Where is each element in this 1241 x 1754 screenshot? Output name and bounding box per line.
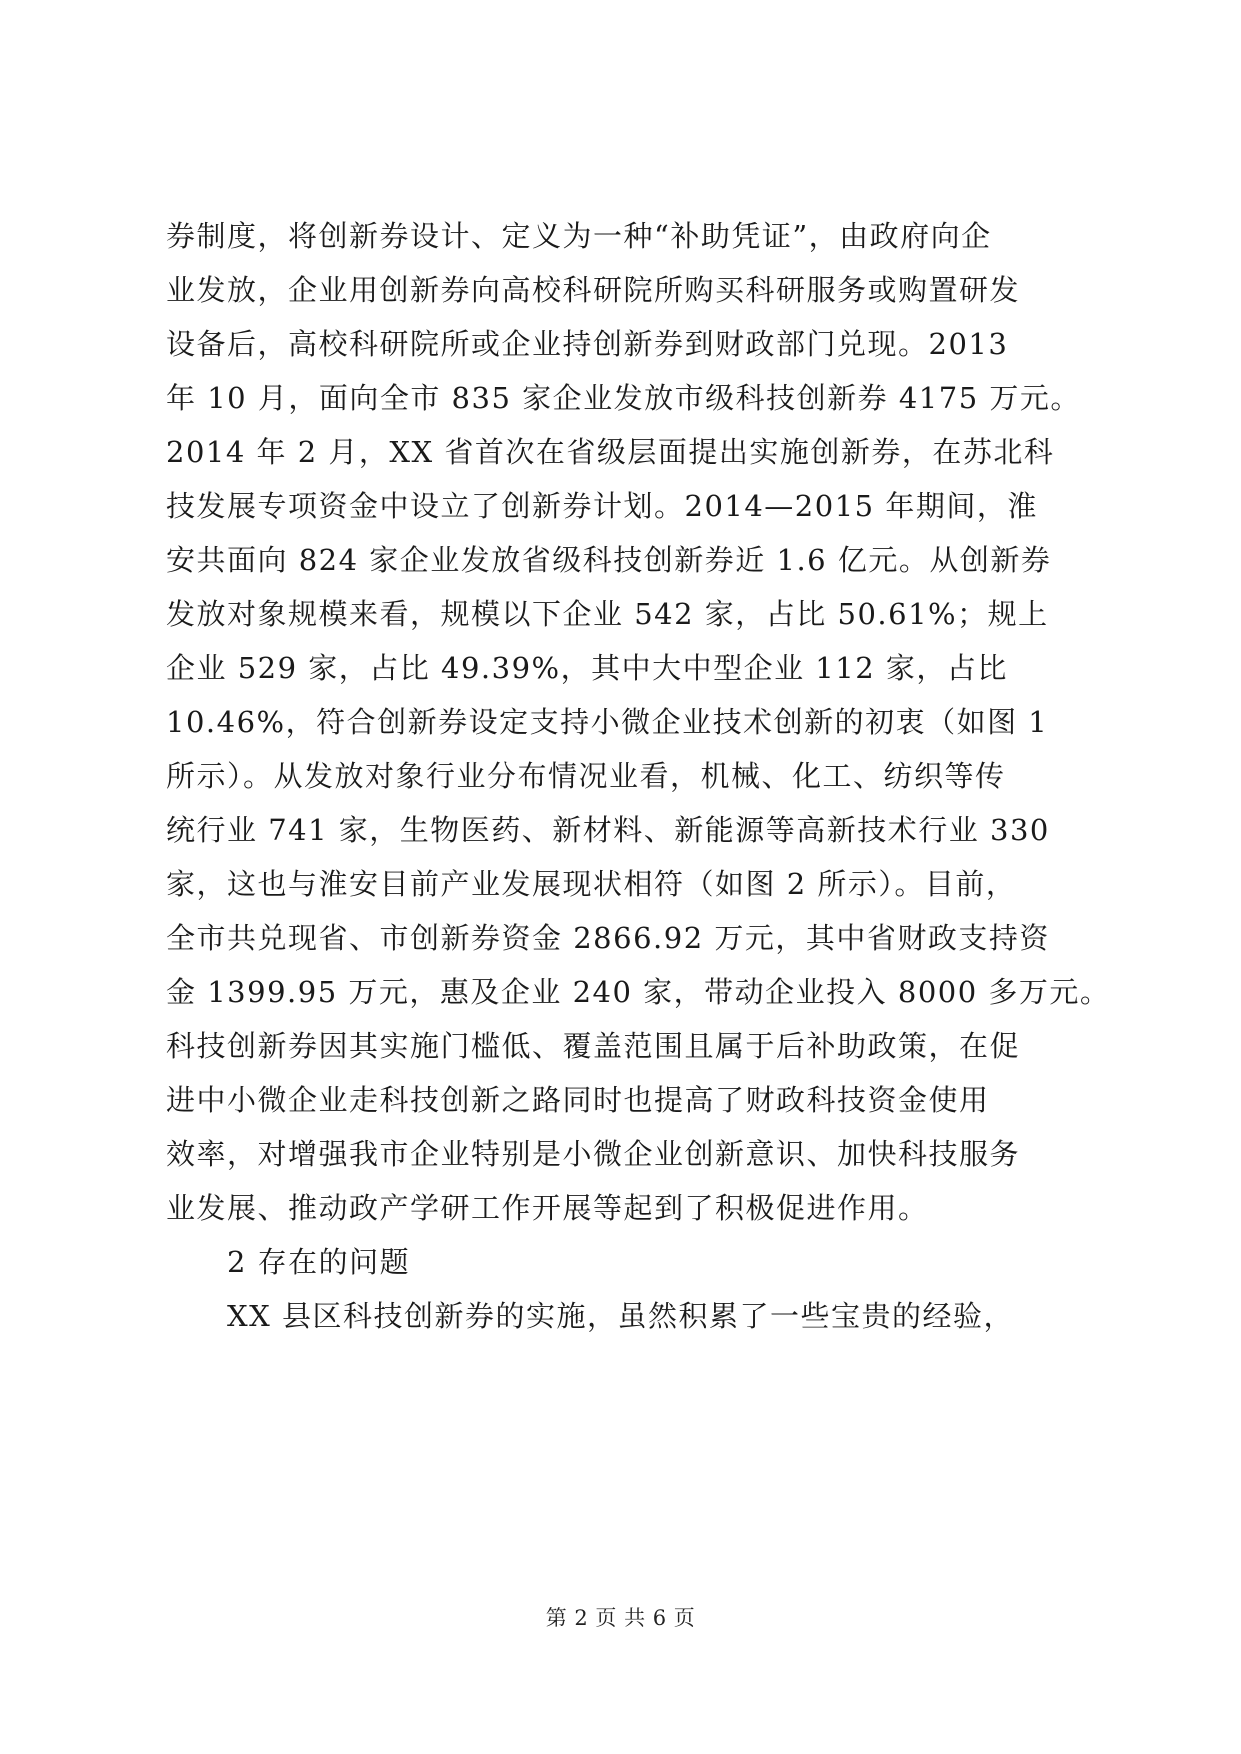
section-heading: 2 存在的问题: [227, 1245, 411, 1279]
body-text-line: 金 1399.95 万元，惠及企业 240 家，带动企业投入 8000 多万元。: [166, 975, 1111, 1009]
body-text-line: 年 10 月，面向全市 835 家企业发放市级科技创新券 4175 万元。: [166, 381, 1081, 415]
body-text-line: 2014 年 2 月，XX 省首次在省级层面提出实施创新券，在苏北科: [166, 435, 1055, 469]
body-text-line: 安共面向 824 家企业发放省级科技创新券近 1.6 亿元。从创新券: [166, 543, 1052, 577]
body-text-line: 10.46%，符合创新券设定支持小微企业技术创新的初衷（如图 1: [166, 705, 1049, 739]
body-text-line: 券制度，将创新券设计、定义为一种“补助凭证”，由政府向企: [166, 219, 992, 253]
body-text-line: 企业 529 家，占比 49.39%，其中大中型企业 112 家，占比: [166, 651, 1008, 685]
body-text-line: 业发放，企业用创新券向高校科研院所购买科研服务或购置研发: [166, 273, 1021, 307]
body-text-line: 全市共兑现省、市创新券资金 2866.92 万元，其中省财政支持资: [166, 921, 1050, 955]
body-text-line: 效率，对增强我市企业特别是小微企业创新意识、加快科技服务: [166, 1137, 1021, 1171]
body-text-line: 统行业 741 家，生物医药、新材料、新能源等高新技术行业 330: [166, 813, 1050, 847]
body-text-line: 家，这也与淮安目前产业发展现状相符（如图 2 所示）。目前，: [166, 867, 1017, 901]
body-text-line: 业发展、推动政产学研工作开展等起到了积极促进作用。: [166, 1191, 929, 1225]
page-footer: 第 2 页 共 6 页: [545, 1606, 696, 1630]
body-text-line: 所示）。从发放对象行业分布情况业看，机械、化工、纺织等传: [166, 759, 1006, 793]
body-text-line: 进中小微企业走科技创新之路同时也提高了财政科技资金使用: [166, 1083, 990, 1117]
body-text-line: 设备后，高校科研院所或企业持创新券到财政部门兑现。2013: [166, 327, 1009, 361]
body-text-line: 技发展专项资金中设立了创新券计划。2014—2015 年期间，淮: [166, 489, 1038, 523]
body-text-line: 科技创新券因其实施门槛低、覆盖范围且属于后补助政策，在促: [166, 1029, 1021, 1063]
body-text-line: XX 县区科技创新券的实施，虽然积累了一些宝贵的经验，: [227, 1299, 1015, 1333]
body-text-line: 发放对象规模来看，规模以下企业 542 家，占比 50.61%；规上: [166, 597, 1049, 631]
